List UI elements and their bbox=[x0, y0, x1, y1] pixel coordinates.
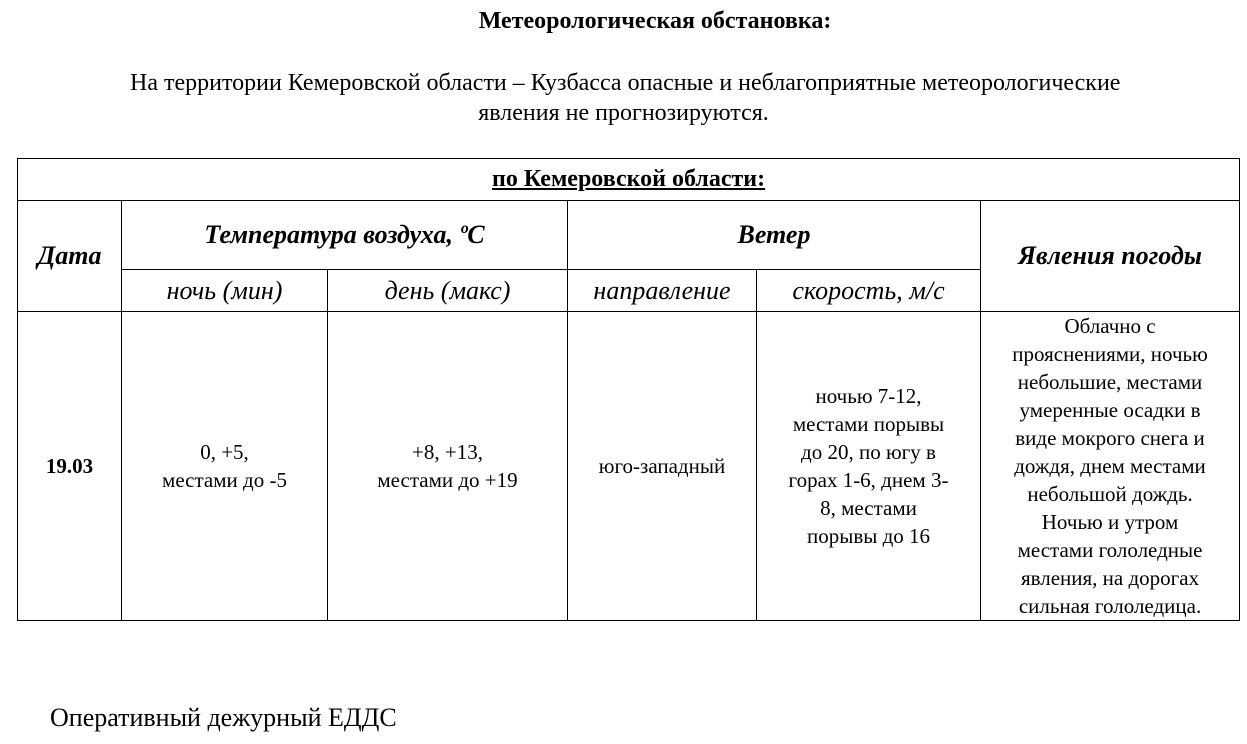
cell-wind-direction: юго-западный bbox=[568, 312, 757, 621]
header-date: Дата bbox=[18, 201, 122, 312]
cell-date: 19.03 bbox=[18, 312, 122, 621]
phenomena-line: небольшие, местами bbox=[1017, 370, 1203, 394]
night-temp-line-1: 0, +5, bbox=[200, 440, 249, 464]
cell-night-temp bbox=[122, 312, 328, 621]
header-night: ночь (мин) bbox=[122, 270, 328, 312]
page-heading: Метеорологическая обстановка: bbox=[478, 8, 832, 34]
speed-line: местами порывы bbox=[792, 412, 945, 436]
phenomena-line: сильная гололедица. bbox=[1018, 594, 1202, 618]
phenomena-line: небольшой дождь. bbox=[1027, 482, 1193, 506]
night-temp-line-2: местами до -5 bbox=[162, 468, 287, 492]
table-row bbox=[18, 312, 1240, 621]
speed-line: горах 1-6, днем 3- bbox=[788, 468, 949, 492]
speed-line: ночью 7-12, bbox=[815, 384, 922, 408]
phenomena-line: дождя, днем местами bbox=[1014, 454, 1206, 478]
phenomena-line: явления, на дорогах bbox=[1020, 566, 1200, 590]
phenomena-line: местами гололедные bbox=[1017, 538, 1203, 562]
phenomena-line: виде мокрого снега и bbox=[1015, 426, 1205, 450]
phenomena-line: умеренные осадки в bbox=[1019, 398, 1201, 422]
intro-paragraph bbox=[0, 68, 1247, 128]
cell-wind-speed bbox=[757, 312, 981, 621]
footer-signature: Оперативный дежурный ЕДДС bbox=[50, 703, 397, 732]
day-temp-line-2: местами до +19 bbox=[377, 468, 518, 492]
region-title: по Кемеровской области: bbox=[18, 159, 1240, 201]
day-temp-line-1: +8, +13, bbox=[412, 440, 483, 464]
phenomena-line: прояснениями, ночью bbox=[1012, 342, 1208, 366]
speed-line: 8, местами bbox=[820, 496, 917, 520]
header-direction: направление bbox=[568, 270, 757, 312]
cell-phenomena bbox=[981, 312, 1240, 621]
header-speed: скорость, м/с bbox=[757, 270, 981, 312]
phenomena-line: Ночью и утром bbox=[1041, 510, 1179, 534]
region-row bbox=[18, 159, 1240, 201]
speed-line: порывы до 16 bbox=[806, 524, 931, 548]
speed-line: до 20, по югу в bbox=[801, 440, 936, 464]
cell-day-temp bbox=[328, 312, 568, 621]
header-day: день (макс) bbox=[328, 270, 568, 312]
forecast-table bbox=[17, 158, 1240, 621]
phenomena-line: Облачно с bbox=[1064, 314, 1156, 338]
header-phenomena: Явления погоды bbox=[981, 201, 1240, 312]
header-row bbox=[18, 201, 1240, 270]
header-temperature: Температура воздуха, ºС bbox=[122, 201, 568, 270]
intro-line-1: На территории Кемеровской области – Кузбасса опасные и неблагоприятные метеорологические bbox=[130, 70, 1121, 96]
intro-line-2: явления не прогнозируются. bbox=[478, 100, 769, 126]
header-wind: Ветер bbox=[568, 201, 981, 270]
